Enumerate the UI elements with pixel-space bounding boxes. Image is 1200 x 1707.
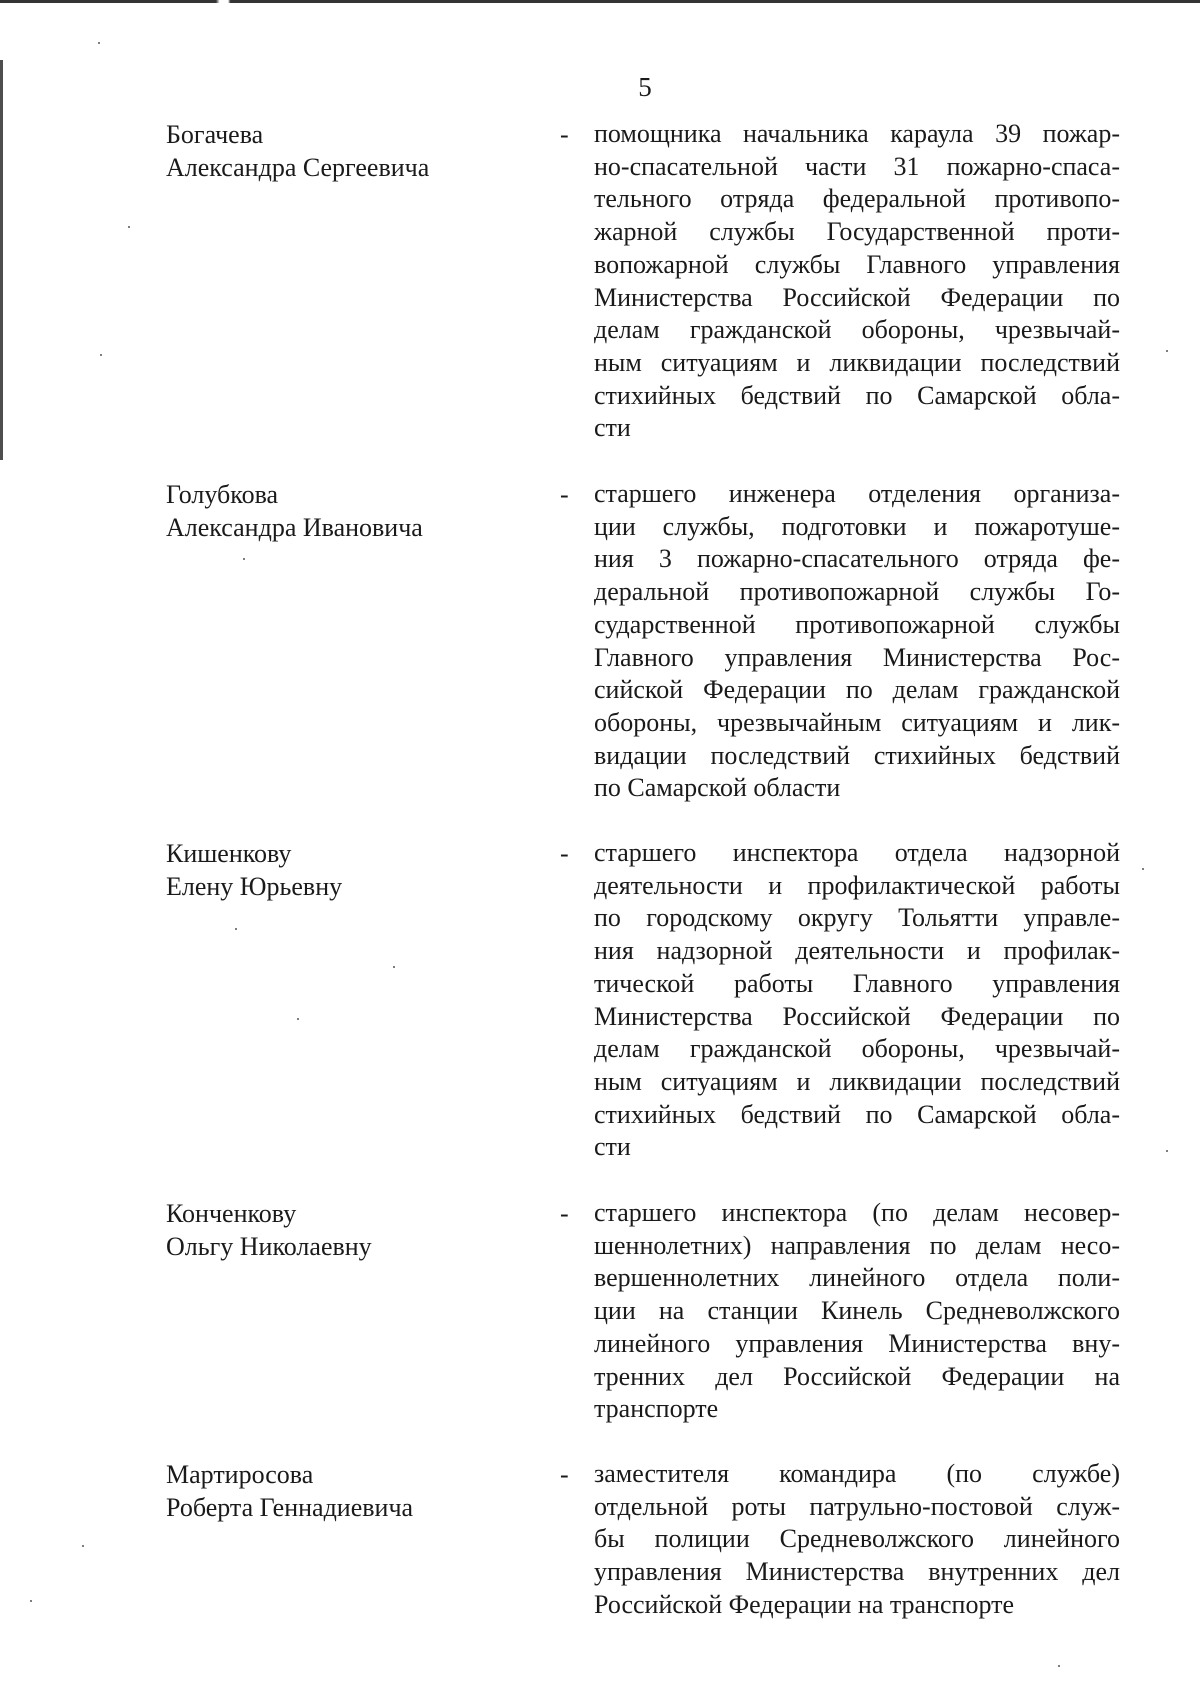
scan-edge-left	[0, 60, 3, 460]
description-line: Министерства Российской Федерации по	[594, 1001, 1120, 1031]
description-line: делам гражданской обороны, чрезвычай-	[594, 1034, 1120, 1064]
scan-speck	[100, 354, 102, 356]
description-line: видации последствий стихийных бедствий	[594, 740, 1120, 770]
scan-speck	[243, 558, 245, 560]
given-names: Ольгу Николаевну	[166, 1232, 372, 1261]
description-line: деятельности и профилактической работы	[594, 870, 1120, 900]
description-line: ции на станции Кинель Средневолжского	[594, 1296, 1120, 1326]
description-line: деральной противопожарной службы Го-	[594, 577, 1120, 607]
surname: Богачева	[166, 120, 264, 149]
dash: -	[560, 1460, 569, 1489]
description-line: старшего инспектора отдела надзорной	[594, 838, 1120, 867]
scan-speck	[98, 42, 100, 44]
description-line: старшего инженера отделения организа-	[594, 479, 1120, 508]
description-line: тической работы Главного управления	[594, 968, 1120, 998]
description-line: Главного управления Министерства Рос-	[594, 642, 1120, 672]
person-name	[166, 1197, 496, 1263]
surname: Мартиросова	[166, 1460, 314, 1489]
position-description	[594, 837, 1120, 1164]
description-line: обороны, чрезвычайным ситуациям и лик-	[594, 707, 1120, 737]
description-line: заместителя командира (по службе)	[594, 1459, 1120, 1488]
description-line: Министерства Российской Федерации по	[594, 282, 1120, 312]
position-description	[594, 1458, 1120, 1622]
description-line: транспорте	[594, 1394, 719, 1424]
description-line: ным ситуациям и ликвидации последствий	[594, 347, 1120, 377]
description-line: сти	[594, 413, 631, 443]
scan-speck	[1166, 350, 1168, 352]
description-line: вершеннолетних линейного отдела поли-	[594, 1263, 1120, 1293]
scan-speck	[82, 1545, 84, 1547]
description-line: ции службы, подготовки и пожаротуше-	[594, 511, 1120, 541]
given-names: Александра Ивановича	[166, 513, 423, 542]
description-line: ния 3 пожарно-спасательного отряда фе-	[594, 544, 1120, 574]
description-line: тельного отряда федеральной противопо-	[594, 184, 1120, 214]
description-line: сударственной противопожарной службы	[594, 609, 1120, 639]
position-description	[594, 478, 1120, 805]
dash: -	[560, 839, 569, 868]
description-line: стихийных бедствий по Самарской обла-	[594, 1099, 1120, 1129]
description-line: Российской Федерации на транспорте	[594, 1589, 1015, 1619]
description-line: ния надзорной деятельности и профилак-	[594, 936, 1120, 966]
position-description	[594, 1197, 1120, 1426]
description-line: шеннолетних) направления по делам несо-	[594, 1230, 1120, 1260]
dash: -	[560, 480, 569, 509]
description-line: сти	[594, 1132, 631, 1162]
scan-speck	[30, 1600, 32, 1602]
position-description	[594, 118, 1120, 445]
page-number: 5	[638, 72, 652, 102]
person-name	[166, 478, 496, 544]
description-line: по городскому округу Тольятти управле-	[594, 903, 1120, 933]
given-names: Роберта Геннадиевича	[166, 1493, 414, 1522]
surname: Конченкову	[166, 1199, 297, 1228]
description-line: отдельной роты патрульно-постовой служ-	[594, 1491, 1120, 1521]
given-names: Александра Сергеевича	[166, 153, 430, 182]
surname: Кишенкову	[166, 839, 292, 868]
description-line: линейного управления Министерства вну-	[594, 1328, 1120, 1358]
description-line: тренних дел Российской Федерации на	[594, 1361, 1120, 1391]
scan-speck	[235, 928, 237, 930]
scan-speck	[1058, 1665, 1060, 1667]
person-name	[166, 837, 496, 903]
scan-speck	[393, 966, 395, 968]
person-name	[166, 1458, 496, 1524]
description-line: стихийных бедствий по Самарской обла-	[594, 380, 1120, 410]
description-line: сийской Федерации по делам гражданской	[594, 675, 1120, 705]
description-line: жарной службы Государственной проти-	[594, 217, 1120, 247]
description-line: управления Министерства внутренних дел	[594, 1557, 1120, 1587]
description-line: но-спасательной части 31 пожарно-спаса-	[594, 151, 1120, 181]
scan-speck	[1142, 868, 1144, 870]
description-line: делам гражданской обороны, чрезвычай-	[594, 315, 1120, 345]
scan-edge-top	[0, 0, 1200, 3]
surname: Голубкова	[166, 480, 279, 509]
description-line: вопожарной службы Главного управления	[594, 249, 1120, 279]
dash: -	[560, 120, 569, 149]
description-line: по Самарской области	[594, 773, 841, 803]
description-line: старшего инспектора (по делам несовер-	[594, 1198, 1120, 1227]
description-line: бы полиции Средневолжского линейного	[594, 1524, 1120, 1554]
dash: -	[560, 1199, 569, 1228]
scan-speck	[297, 1018, 299, 1020]
description-line: ным ситуациям и ликвидации последствий	[594, 1066, 1120, 1096]
description-line: помощника начальника караула 39 пожар-	[594, 119, 1120, 148]
scan-speck	[1166, 1150, 1168, 1152]
person-name	[166, 118, 496, 184]
scan-speck	[128, 226, 130, 228]
given-names: Елену Юрьевну	[166, 872, 343, 901]
